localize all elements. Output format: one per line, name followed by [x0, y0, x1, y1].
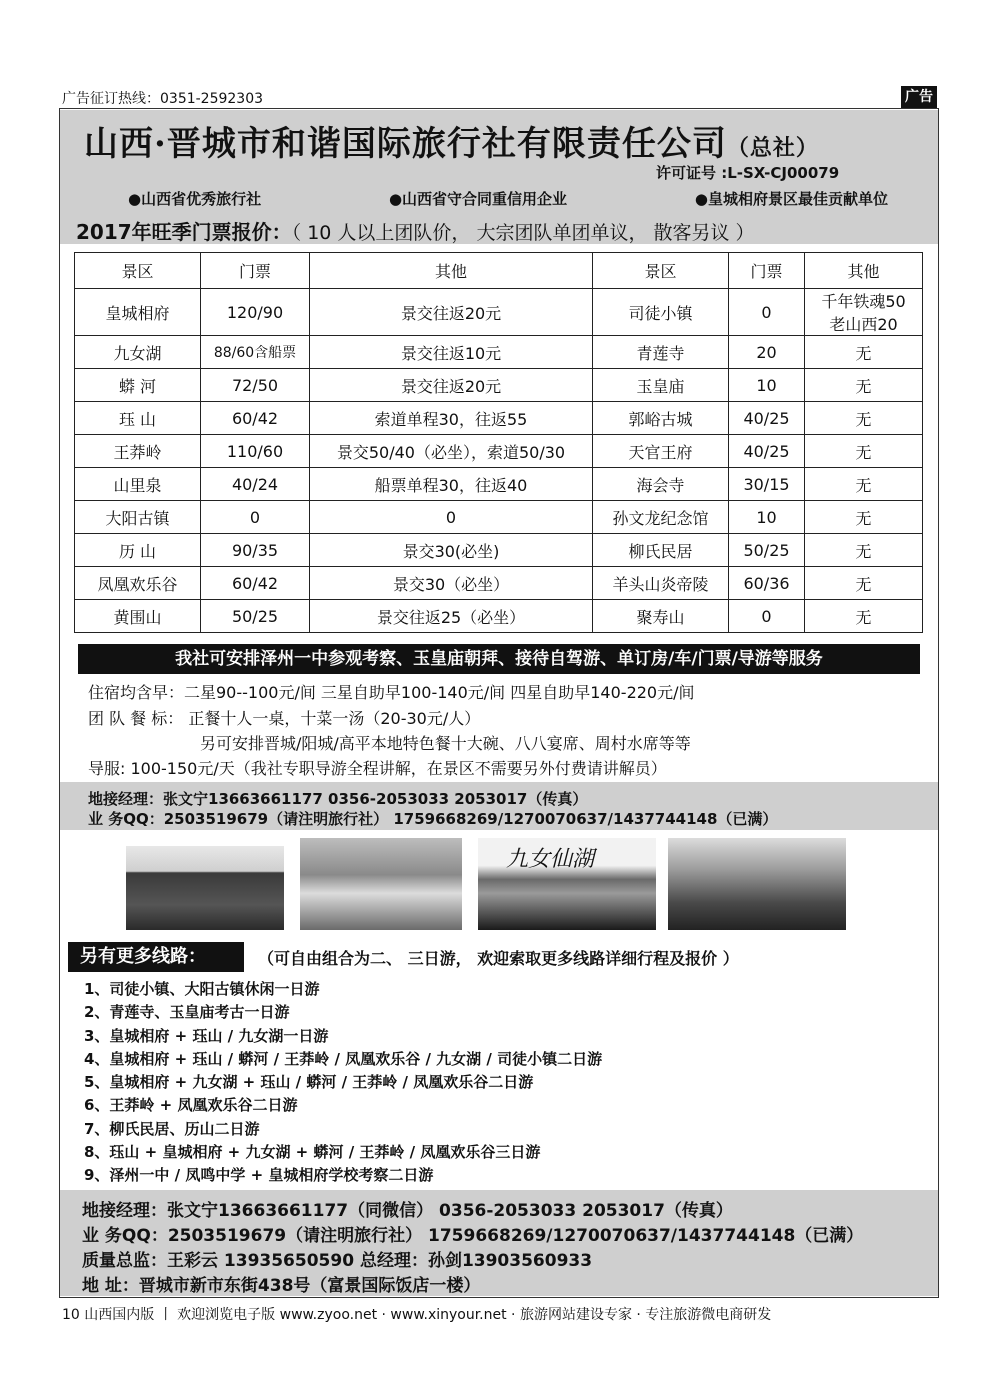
company-suffix: （总社） [726, 135, 819, 161]
table-cell: 郭峪古城 [593, 402, 729, 435]
honor-item: ●山西省优秀旅行社 [128, 190, 262, 208]
contact-qq: 业 务QQ：2503519679（请注明旅行社） 1759668269/1270070637/1437744148（已满） [88, 810, 778, 828]
table-cell: 景交30（必坐） [310, 567, 593, 600]
table-cell: 30/15 [729, 468, 805, 501]
table-cell: 无 [805, 369, 923, 402]
table-cell: 无 [805, 402, 923, 435]
service-guide: 导服: 100-150元/天（我社专职导游全程讲解，在景区不需要另外付费请讲解员） [88, 759, 667, 778]
contact-manager: 地接经理：张文宁13663661177 0356-2053033 2053017（传真） [88, 790, 588, 808]
table-cell: 玉皇庙 [593, 369, 729, 402]
ticket-price-table [74, 252, 923, 633]
table-cell: 千年铁魂50 老山西20 [805, 289, 923, 336]
table-cell: 50/25 [201, 600, 310, 633]
list-item: 2、青莲寺、玉皇庙考古一日游 [84, 1003, 290, 1022]
contact-qq-bottom: 业 务QQ：2503519679（请注明旅行社） 1759668269/1270070637/1437744148（已满） [82, 1226, 864, 1246]
photo-jiunv-lake [478, 838, 656, 930]
table-cell: 40/25 [729, 435, 805, 468]
table-cell: 无 [805, 567, 923, 600]
table-cell: 黄围山 [75, 600, 201, 633]
table-cell: 景交往返10元 [310, 336, 593, 369]
list-item: 1、司徒小镇、大阳古镇休闲一日游 [84, 980, 320, 998]
table-cell: 景交往返20元 [310, 289, 593, 336]
list-item: 7、柳氏民居、历山二日游 [84, 1119, 260, 1138]
price-title: 2017年旺季门票报价： [76, 220, 292, 244]
table-cell: 景交50/40（必坐），索道50/30 [310, 435, 593, 468]
table-cell: 景交往返25（必坐） [310, 600, 593, 633]
col-header: 景区 [593, 253, 729, 289]
table-row [75, 289, 923, 336]
list-item: 9、泽州一中 / 凤鸣中学 + 皇城相府学校考察二日游 [84, 1166, 434, 1185]
col-header: 其他 [805, 253, 923, 289]
table-cell: 海会寺 [593, 468, 729, 501]
table-cell: 40/24 [201, 468, 310, 501]
col-header: 景区 [75, 253, 201, 289]
ad-hotline: 广告征订热线：0351-2592303 [62, 91, 264, 107]
company-title [84, 116, 819, 165]
table-cell: 山里泉 [75, 468, 201, 501]
service-meals: 团 队 餐 标： 正餐十人一桌，十菜一汤（20-30元/人） [88, 709, 481, 728]
table-cell: 110/60 [201, 435, 310, 468]
list-item: 5、皇城相府 + 九女湖 + 珏山 / 蟒河 / 王莽岭 / 凤凰欢乐谷二日游 [84, 1073, 534, 1092]
route-list [84, 978, 602, 1188]
table-cell: 88/60含船票 [201, 336, 310, 369]
more-routes-note: （可自由组合为二、 三日游， 欢迎索取更多线路详细行程及报价 ） [258, 949, 739, 968]
table-cell: 无 [805, 435, 923, 468]
honor-item: ●皇城相府景区最佳贡献单位 [694, 190, 888, 208]
table-cell: 索道单程30，往返55 [310, 402, 593, 435]
table-cell: 50/25 [729, 534, 805, 567]
service-lodging: 住宿均含早：二星90--100元/间 三星自助早100-140元/间 四星自助早140-220元/间 [88, 683, 695, 702]
col-header: 其他 [310, 253, 593, 289]
table-cell: 40/25 [729, 402, 805, 435]
photo-huangcheng-gate [126, 846, 284, 930]
table-body [75, 289, 923, 633]
contact-quality-director: 质量总监：王彩云 13935650590 总经理：孙剑13903560933 [82, 1251, 593, 1271]
table-cell: 无 [805, 501, 923, 534]
table-row [75, 336, 923, 369]
honor-item: ●山西省守合同重信用企业 [388, 190, 568, 208]
photo-zezhou-school [300, 838, 462, 930]
table-cell: 90/35 [201, 534, 310, 567]
col-header: 门票 [201, 253, 310, 289]
ad-tag: 广告 [901, 86, 937, 108]
table-cell: 10 [729, 369, 805, 402]
table-cell: 景交往返20元 [310, 369, 593, 402]
table-cell: 王莽岭 [75, 435, 201, 468]
table-cell: 历 山 [75, 534, 201, 567]
service-meals-extra: 另可安排晋城/阳城/高平本地特色餐十大碗、八八宴席、周村水席等等 [200, 734, 691, 753]
table-cell: 0 [201, 501, 310, 534]
table-row [75, 600, 923, 633]
table-cell: 凤凰欢乐谷 [75, 567, 201, 600]
table-cell: 72/50 [201, 369, 310, 402]
list-item: 6、王莽岭 + 凤凰欢乐谷二日游 [84, 1096, 298, 1115]
table-cell: 司徒小镇 [593, 289, 729, 336]
list-item: 4、皇城相府 + 珏山 / 蟒河 / 王莽岭 / 凤凰欢乐谷 / 九女湖 / 司徒小镇二日游 [84, 1049, 603, 1068]
table-cell: 船票单程30，往返40 [310, 468, 593, 501]
table-cell: 皇城相府 [75, 289, 201, 336]
table-cell: 0 [310, 501, 593, 534]
table-row [75, 468, 923, 501]
table-row [75, 501, 923, 534]
table-cell: 聚寿山 [593, 600, 729, 633]
table-cell: 60/36 [729, 567, 805, 600]
table-cell: 无 [805, 336, 923, 369]
col-header: 门票 [729, 253, 805, 289]
table-row [75, 567, 923, 600]
license-number: 许可证号 :L-SX-CJ00079 [656, 164, 840, 182]
table-row [75, 534, 923, 567]
table-cell: 无 [805, 534, 923, 567]
company-name: 山西·晋城市和谐国际旅行社有限责任公司 [84, 124, 727, 164]
table-row [75, 369, 923, 402]
list-item: 3、皇城相府 + 珏山 / 九女湖一日游 [84, 1026, 329, 1045]
honors-row [128, 188, 888, 209]
contact-manager-bottom: 地接经理：张文宁13663661177（同微信） 0356-2053033 2053017（传真） [82, 1201, 733, 1221]
table-cell: 10 [729, 501, 805, 534]
more-routes-title: 另有更多线路： [68, 942, 244, 972]
table-cell: 珏 山 [75, 402, 201, 435]
table-cell: 60/42 [201, 567, 310, 600]
table-row [75, 402, 923, 435]
table-cell: 120/90 [201, 289, 310, 336]
list-item: 8、珏山 + 皇城相府 + 九女湖 + 蟒河 / 王莽岭 / 凤凰欢乐谷三日游 [84, 1143, 541, 1162]
table-cell: 无 [805, 600, 923, 633]
table-header-row [75, 253, 923, 289]
table-cell: 大阳古镇 [75, 501, 201, 534]
table-cell: 无 [805, 468, 923, 501]
table-row [75, 435, 923, 468]
page-footer: 10 山西国内版 丨 欢迎浏览电子版 www.zyoo.net · www.xinyour.net · 旅游网站建设专家 · 专注旅游微电商研发 [62, 1307, 772, 1323]
table-cell: 青莲寺 [593, 336, 729, 369]
table-cell: 天官王府 [593, 435, 729, 468]
table-cell: 20 [729, 336, 805, 369]
table-cell: 孙文龙纪念馆 [593, 501, 729, 534]
photo-mountain [668, 838, 846, 930]
photo-caption: 九女仙湖 [506, 847, 595, 872]
table-cell: 0 [729, 600, 805, 633]
table-cell: 60/42 [201, 402, 310, 435]
contact-address: 地 址：晋城市新市东街438号（富景国际饭店一楼） [82, 1276, 481, 1296]
table-cell: 柳氏民居 [593, 534, 729, 567]
price-note: （ 10 人以上团队价， 大宗团队单团单议， 散客另议 ） [291, 222, 755, 244]
table-cell: 0 [729, 289, 805, 336]
table-cell: 羊头山炎帝陵 [593, 567, 729, 600]
price-heading [76, 216, 755, 245]
services-banner: 我社可安排泽州一中参观考察、玉皇庙朝拜、接待自驾游、单订房/车/门票/导游等服务 [78, 644, 920, 674]
table-cell: 景交30(必坐) [310, 534, 593, 567]
table-cell: 蟒 河 [75, 369, 201, 402]
table-cell: 九女湖 [75, 336, 201, 369]
